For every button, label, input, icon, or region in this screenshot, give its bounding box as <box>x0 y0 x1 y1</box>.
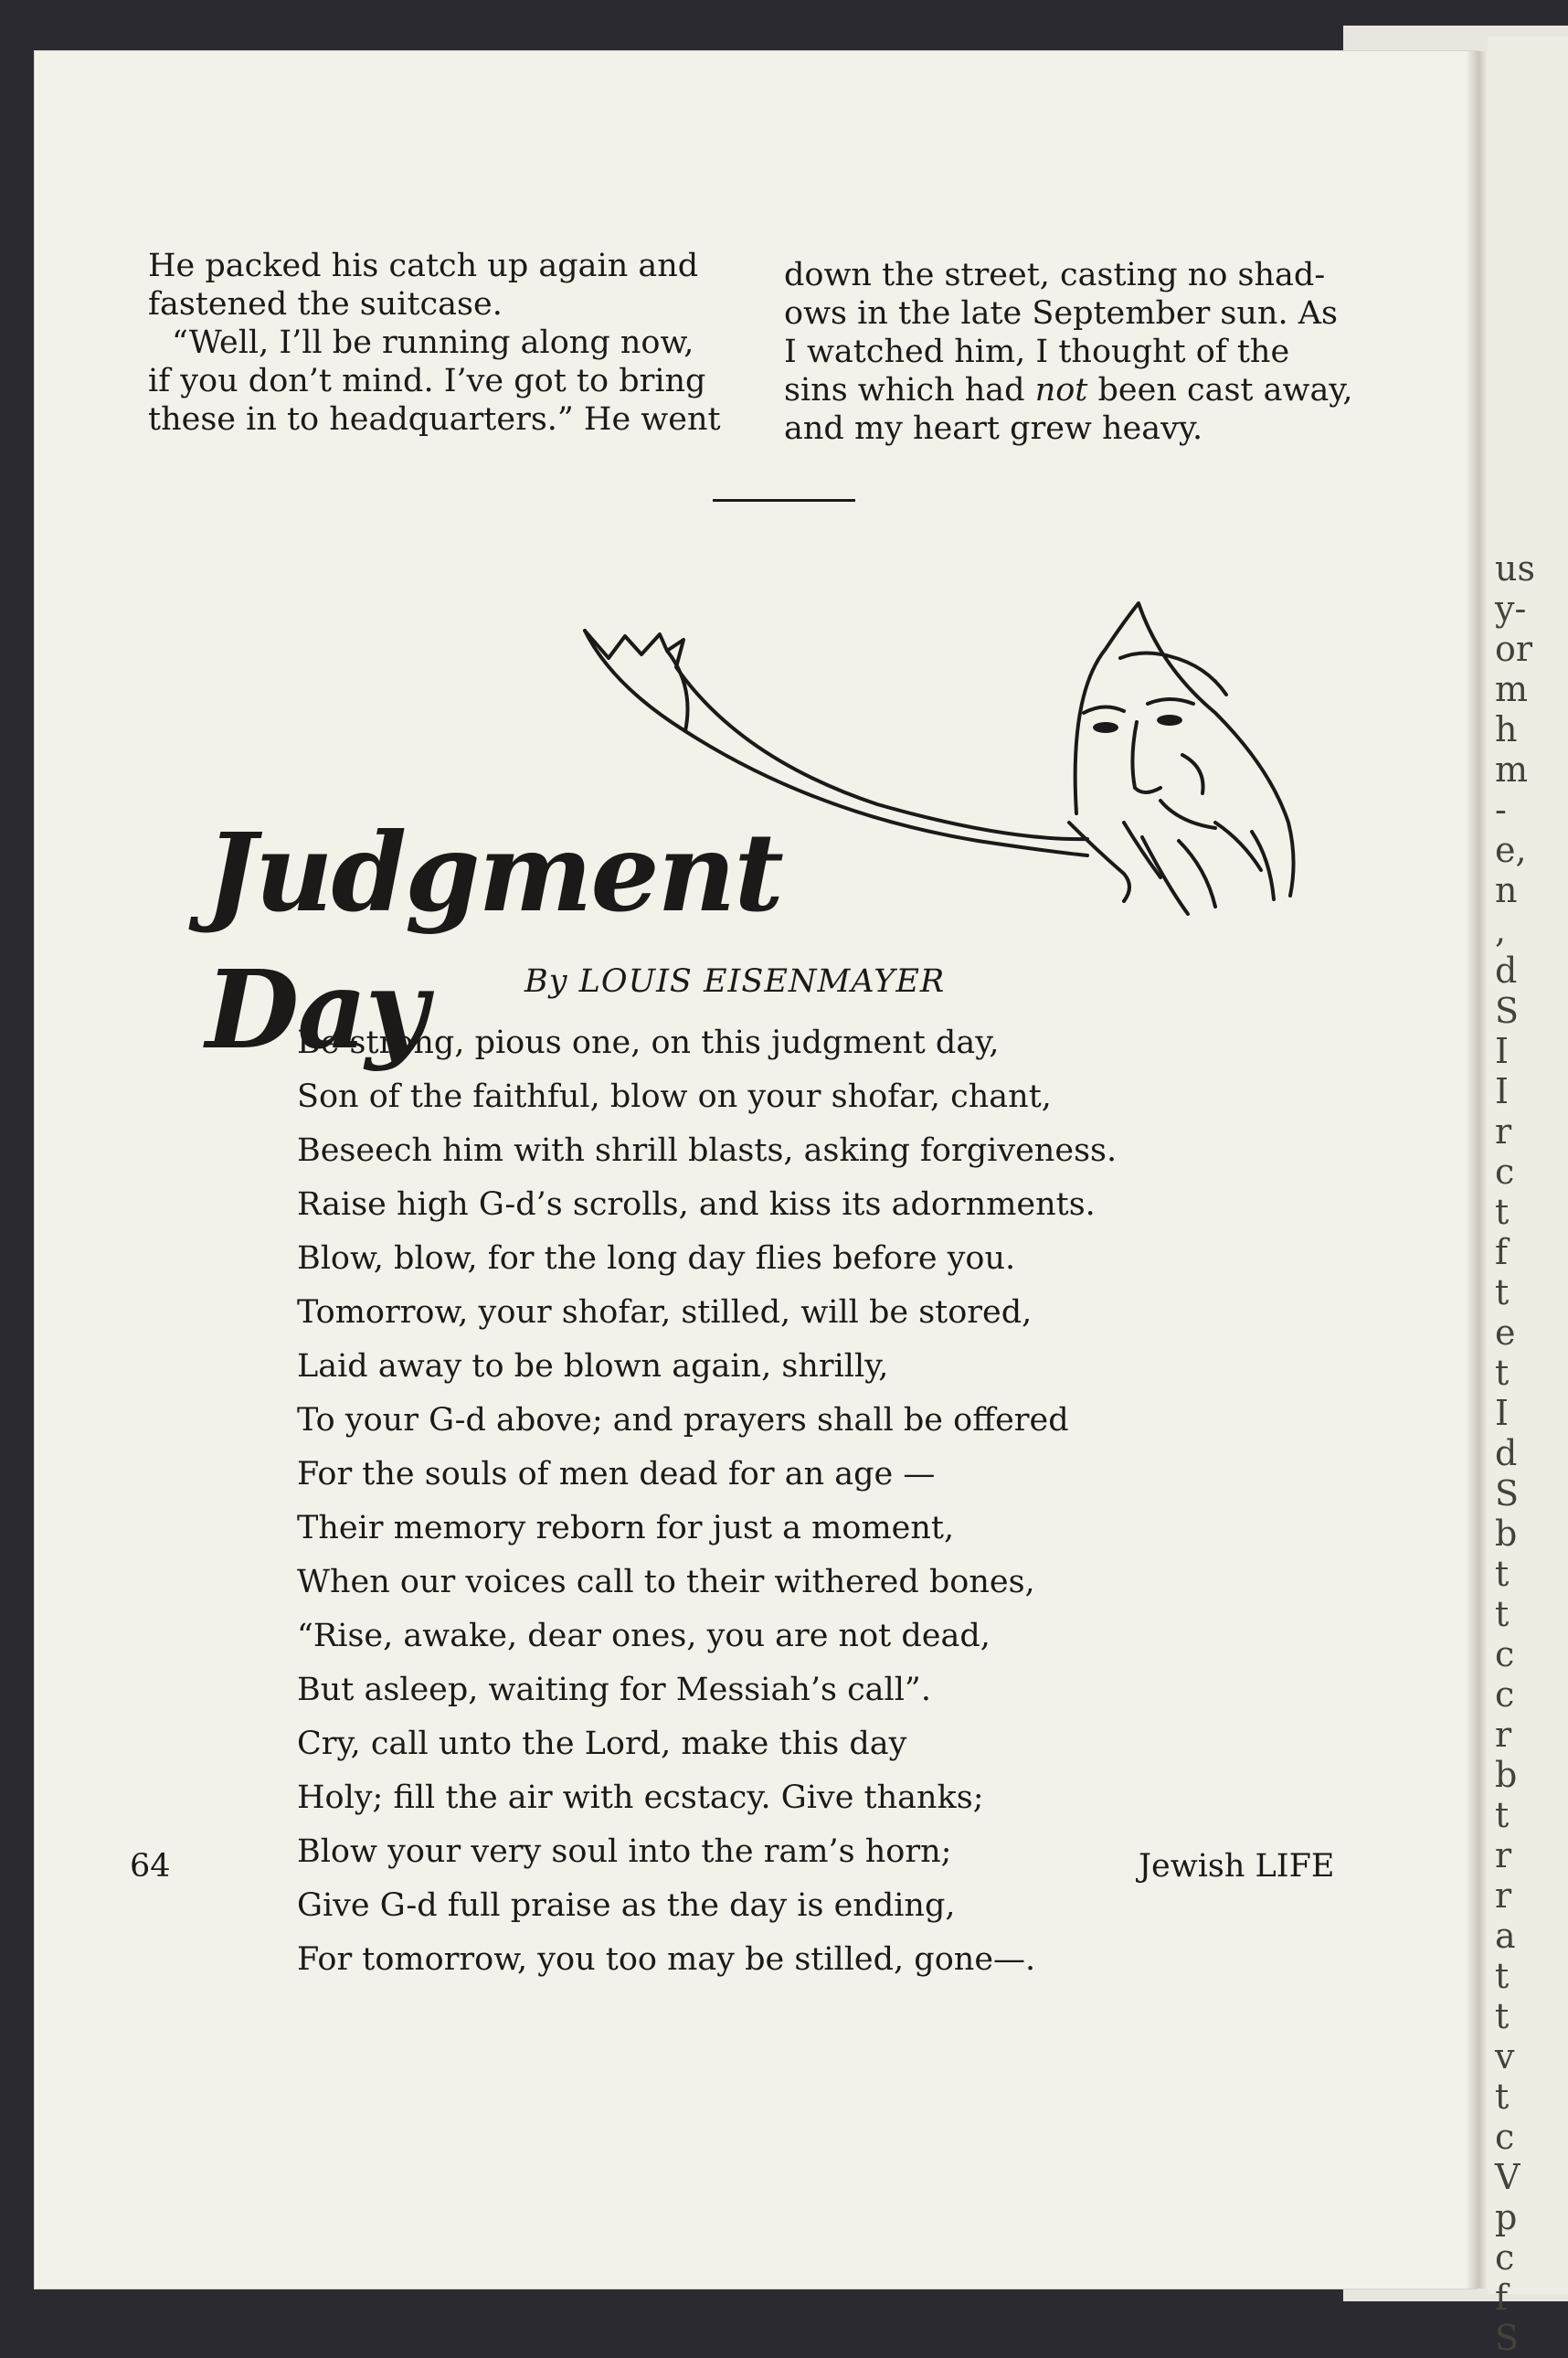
facing-page-edge <box>1488 37 1568 2358</box>
running-title: Jewish LIFE <box>1139 1848 1335 1885</box>
facing-page-fragment: t <box>1495 1272 1510 1312</box>
story-emphasis: not <box>1034 372 1088 409</box>
facing-page-fragment: e <box>1495 1312 1516 1353</box>
facing-page-fragment: S <box>1495 991 1520 1031</box>
poem-line: Beseech him with shrill blasts, asking forgiveness. <box>297 1132 1118 1169</box>
byline-prefix: By <box>524 963 568 1000</box>
facing-page-fragment: b <box>1495 1514 1518 1554</box>
hood-inner <box>1120 653 1226 695</box>
facing-page-fragment: b <box>1495 1755 1518 1795</box>
facing-page-fragment: f <box>1495 1232 1509 1272</box>
facing-page-fragment: c <box>1495 1674 1515 1715</box>
facing-page-fragment: c <box>1495 1152 1515 1192</box>
poem-line: Cry, call unto the Lord, make this day <box>297 1726 907 1762</box>
facing-page-fragment: , <box>1495 910 1507 951</box>
poem-line: Tomorrow, your shofar, stilled, will be stored, <box>297 1294 1033 1331</box>
nose <box>1132 722 1160 792</box>
poem-line: Give G-d full praise as the day is ending, <box>297 1887 956 1924</box>
story-column-right <box>784 256 1387 448</box>
facing-page-fragment: t <box>1495 1996 1510 2036</box>
facing-page-fragment: t <box>1495 1795 1510 1835</box>
story-line: these in to headquarters.” He went <box>148 401 721 438</box>
story-line <box>784 371 1387 409</box>
page-gutter <box>1466 51 1488 2289</box>
facing-page-fragment: t <box>1495 1192 1510 1232</box>
facing-page-fragment: r <box>1495 1875 1512 1916</box>
story-line: fastened the suitcase. <box>148 286 503 323</box>
end-of-story-rule <box>713 499 855 502</box>
poem-line: Their memory reborn for just a moment, <box>297 1510 955 1546</box>
poem-line: Be strong, pious one, on this judgment day, <box>297 1025 1000 1061</box>
facing-page-fragment: t <box>1495 1956 1510 1996</box>
poem-line: When our voices call to their withered bones, <box>297 1564 1035 1600</box>
poem-line: Son of the faithful, blow on your shofar, chant, <box>297 1078 1052 1115</box>
facing-page-fragment: I <box>1495 1031 1510 1071</box>
poem-body <box>297 1016 1211 1987</box>
facing-page-fragment: c <box>1495 2117 1515 2157</box>
facing-page-fragment: y- <box>1495 589 1527 629</box>
story-line: and my heart grew heavy. <box>784 410 1203 447</box>
story-line: ows in the late September sun. As <box>784 295 1338 332</box>
poem-line: “Rise, awake, dear ones, you are not dead, <box>297 1618 991 1654</box>
brow-right <box>1148 699 1193 704</box>
facing-page-fragment: S <box>1495 2318 1520 2358</box>
poem-line: Blow, blow, for the long day flies before you. <box>297 1240 1016 1277</box>
facing-page-fragment: p <box>1495 2197 1518 2237</box>
facing-page-fragment: m <box>1495 669 1529 709</box>
facing-page-fragment: - <box>1495 790 1507 830</box>
facing-page-fragment: V <box>1495 2157 1520 2197</box>
facing-page-fragment: I <box>1495 1393 1510 1433</box>
facing-page-fragment: t <box>1495 2077 1510 2117</box>
facing-page-fragment: a <box>1495 1916 1516 1956</box>
hand <box>1069 823 1129 901</box>
facing-page-fragment: r <box>1495 1715 1512 1755</box>
poem-line: Blow your very soul into the ram’s horn; <box>297 1833 952 1870</box>
poem-line: For tomorrow, you too may be stilled, gone—. <box>297 1941 1036 1978</box>
facing-page-fragment: m <box>1495 749 1529 790</box>
beard-lines <box>1124 801 1274 914</box>
poem-line: Raise high G-d’s scrolls, and kiss its adornments. <box>297 1186 1096 1223</box>
poem-line: Laid away to be blown again, shrilly, <box>297 1348 889 1385</box>
story-line: “Well, I’ll be running along now, <box>172 324 694 361</box>
poem-line: But asleep, waiting for Messiah’s call”. <box>297 1672 931 1708</box>
facing-page-fragment: t <box>1495 1353 1510 1393</box>
page-number: 64 <box>130 1848 171 1885</box>
facing-page-fragment: d <box>1495 1433 1518 1473</box>
poem-line: To your G-d above; and prayers shall be offered <box>297 1402 1069 1439</box>
brow-left <box>1084 706 1124 713</box>
facing-page-fragment: us <box>1495 548 1535 589</box>
byline-author: LOUIS EISENMAYER <box>578 963 946 1000</box>
poem-line: Holy; fill the air with ecstacy. Give thanks; <box>297 1779 984 1816</box>
story-line: He packed his catch up again and <box>148 248 699 284</box>
byline <box>524 963 1000 1000</box>
story-line: I watched him, I thought of the <box>784 334 1290 370</box>
facing-page-fragment: I <box>1495 1071 1510 1111</box>
story-line: if you don’t mind. I’ve got to bring <box>148 363 706 399</box>
story-line: down the street, casting no shad- <box>784 257 1326 293</box>
facing-page-fragment: S <box>1495 1473 1520 1514</box>
facing-page-fragment: c <box>1495 1634 1515 1674</box>
facing-page-fragment: h <box>1495 709 1518 749</box>
facing-page-fragment: v <box>1495 2036 1515 2077</box>
story-column-left <box>148 247 746 439</box>
facing-page-fragment: d <box>1495 951 1518 991</box>
facing-page-fragment: c <box>1495 2237 1515 2278</box>
facing-page-fragment: t <box>1495 1554 1510 1594</box>
eye-left <box>1093 722 1118 733</box>
cheek <box>1182 755 1203 793</box>
facing-page-fragment: or <box>1495 629 1533 669</box>
facing-page-fragment: t <box>1495 1594 1510 1634</box>
facing-page-text-fragments <box>1495 548 1559 2358</box>
eye-right <box>1157 715 1182 726</box>
poem-title: Judgment Day <box>206 809 782 1073</box>
facing-page-fragment: f <box>1495 2278 1509 2318</box>
story-text: sins which had <box>784 372 1035 409</box>
poem-line: For the souls of men dead for an age — <box>297 1456 936 1492</box>
facing-page-fragment: r <box>1495 1111 1512 1152</box>
facing-page-fragment: e, <box>1495 830 1527 870</box>
story-text: been cast away, <box>1087 372 1353 409</box>
facing-page-fragment: n <box>1495 870 1518 910</box>
facing-page-fragment: r <box>1495 1835 1512 1875</box>
